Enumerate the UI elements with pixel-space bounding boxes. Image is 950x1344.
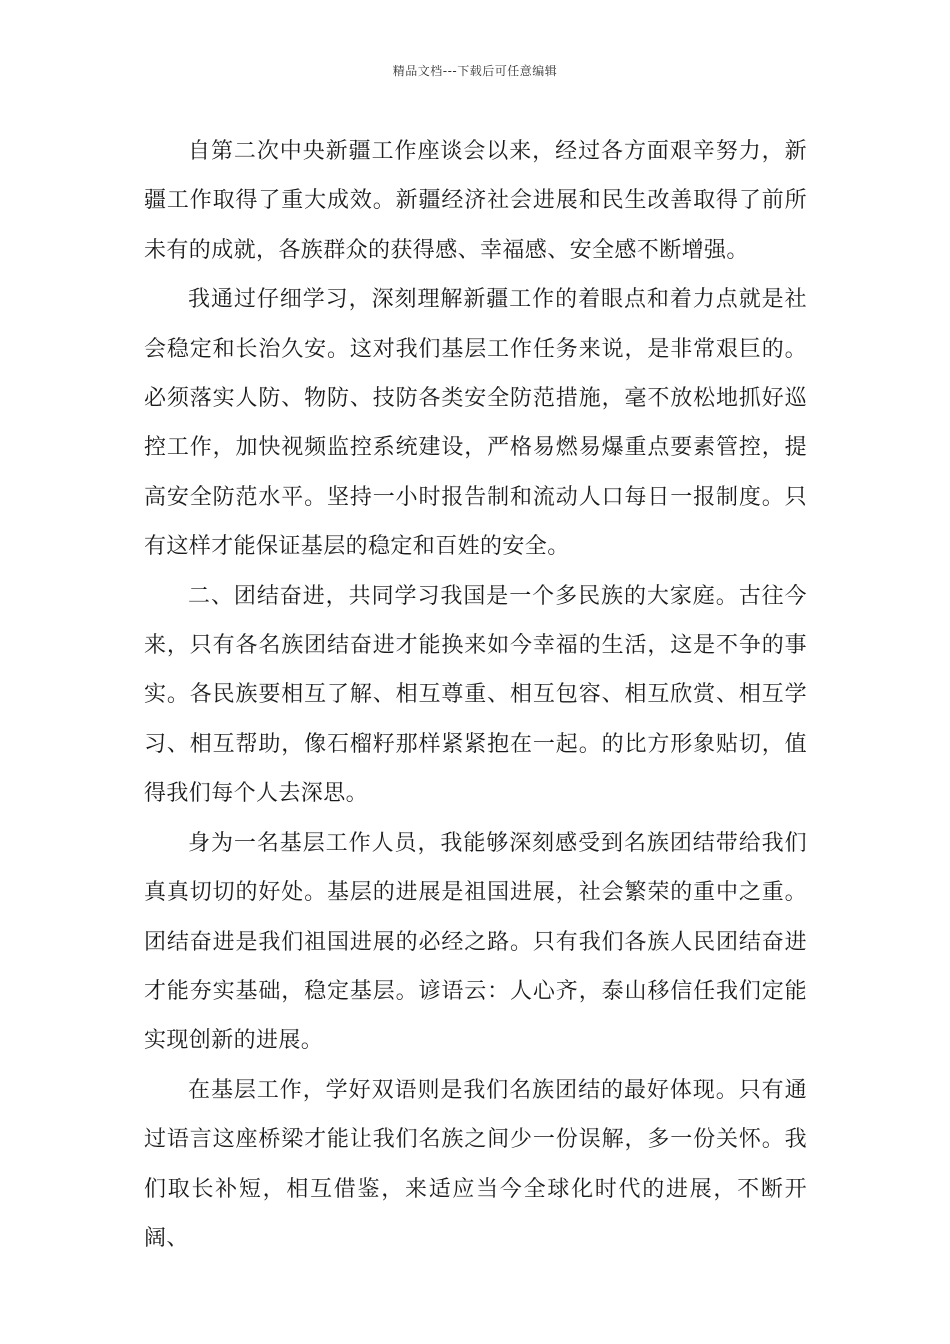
page-header: 精品文档---下载后可任意编辑 xyxy=(392,64,558,78)
paragraph-5: 在基层工作，学好双语则是我们名族团结的最好体现。只有通过语言这座桥梁才能让我们名族之间少一份误解，多一份关怀。我们取长补短，相互借鉴，来适应当今全球化时代的进展，不断开阔、 xyxy=(144,1077,807,1251)
paragraph-4: 身为一名基层工作人员，我能够深刻感受到名族团结带给我们真真切切的好处。基层的进展是祖国进展，社会繁荣的重中之重。团结奋进是我们祖国进展的必经之路。只有我们各族人民团结奋进才能夯实基础，稳定基层。谚语云：人心齐，泰山移信任我们定能实现创新的进展。 xyxy=(144,830,807,1054)
paragraph-3: 二、团结奋进，共同学习我国是一个多民族的大家庭。古往今来，只有各名族团结奋进才能换来如今幸福的生活，这是不争的事实。各民族要相互了解、相互尊重、相互包容、相互欣赏、相互学习、相互帮助，像石榴籽那样紧紧抱在一起。的比方形象贴切，值得我们每个人去深思。 xyxy=(144,583,807,807)
paragraph-1: 自第二次中央新疆工作座谈会以来，经过各方面艰辛努力，新疆工作取得了重大成效。新疆经济社会进展和民生改善取得了前所未有的成就，各族群众的获得感、幸福感、安全感不断增强。 xyxy=(144,139,807,263)
document-body xyxy=(144,127,807,1263)
paragraph-2: 我通过仔细学习，深刻理解新疆工作的着眼点和着力点就是社会稳定和长治久安。这对我们基层工作任务来说，是非常艰巨的。必须落实人防、物防、技防各类安全防范措施，毫不放松地抓好巡控工作，加快视频监控系统建设，严格易燃易爆重点要素管控，提高安全防范水平。坚持一小时报告制和流动人口每日一报制度。只有这样才能保证基层的稳定和百姓的安全。 xyxy=(144,287,807,560)
